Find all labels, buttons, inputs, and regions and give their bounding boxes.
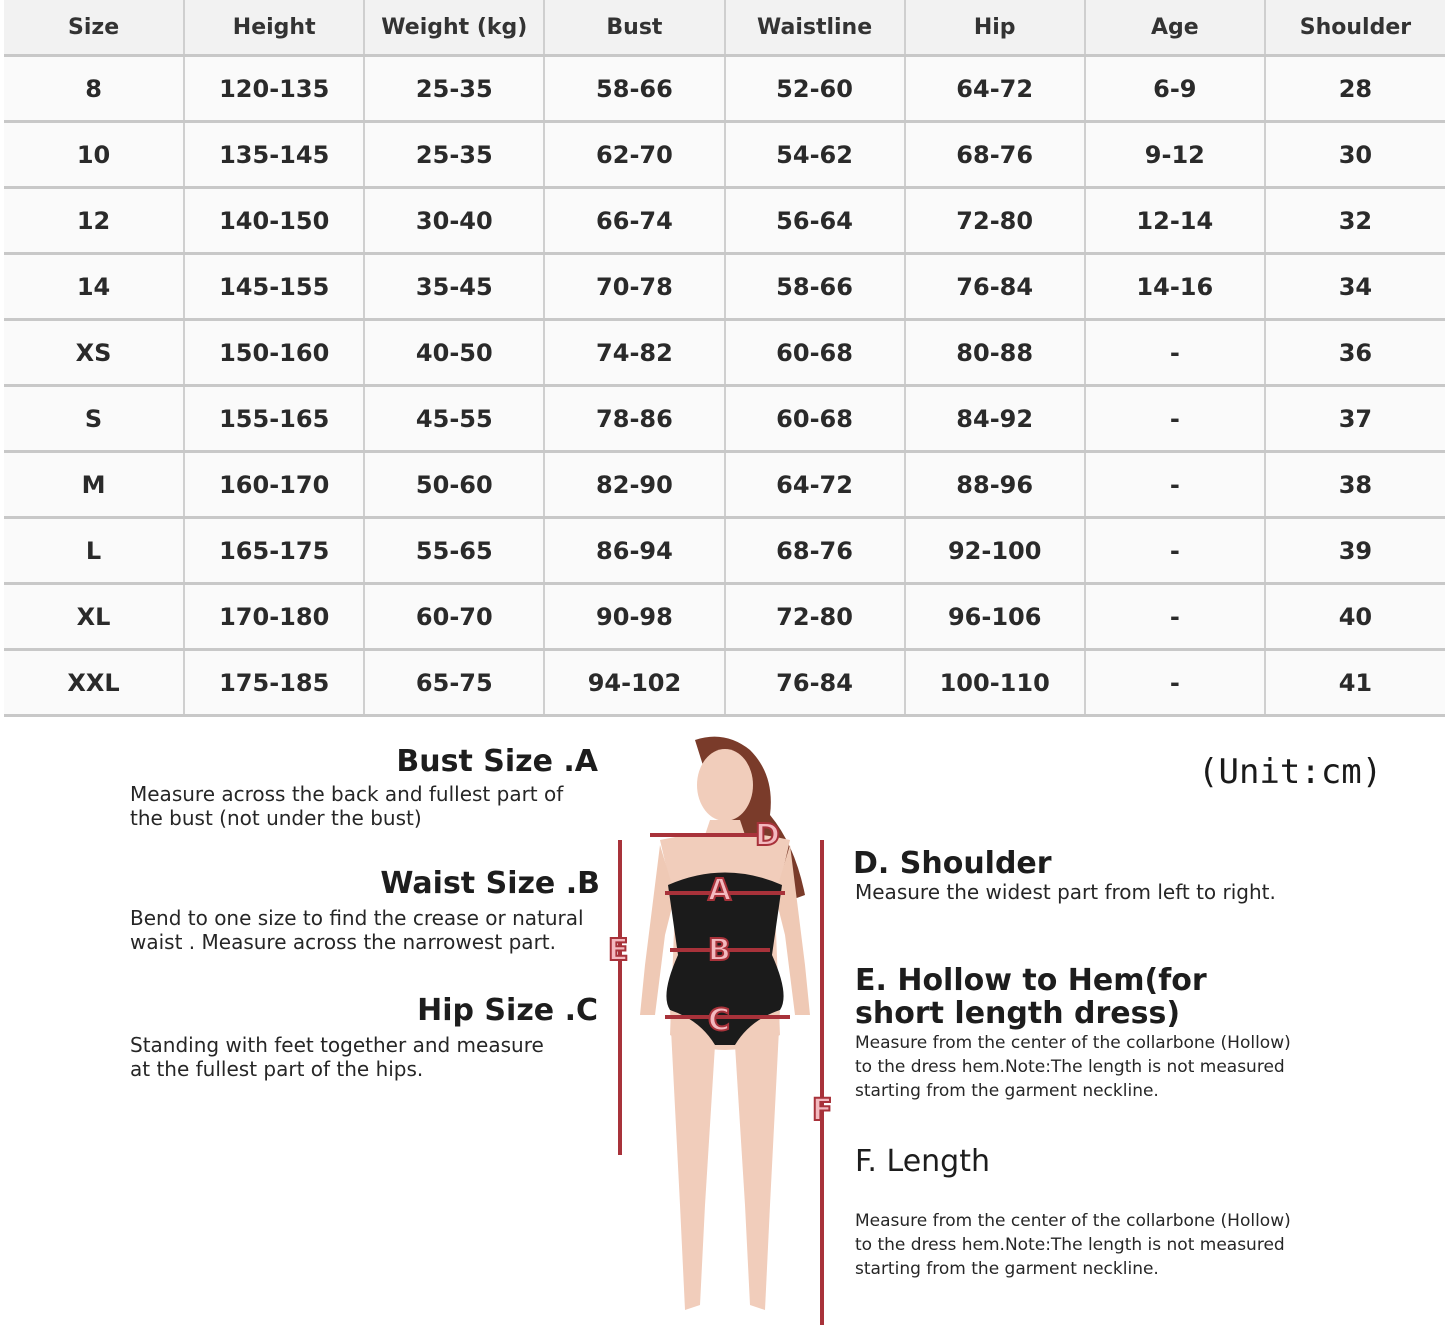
column-header: Shoulder bbox=[1265, 0, 1445, 56]
column-header: Size bbox=[4, 0, 184, 56]
hip-desc: Standing with feet together and measure at the fullest part of the hips. bbox=[130, 1033, 544, 1081]
table-cell: 60-70 bbox=[364, 584, 544, 650]
table-cell: L bbox=[4, 518, 184, 584]
label-d: D bbox=[755, 818, 780, 853]
table-cell: 37 bbox=[1265, 386, 1445, 452]
table-cell: - bbox=[1085, 518, 1265, 584]
table-cell: 39 bbox=[1265, 518, 1445, 584]
length-title: F. Length bbox=[855, 1144, 990, 1179]
table-cell: - bbox=[1085, 650, 1265, 716]
table-cell: 41 bbox=[1265, 650, 1445, 716]
table-cell: 14-16 bbox=[1085, 254, 1265, 320]
table-cell: 62-70 bbox=[544, 122, 724, 188]
table-cell: 25-35 bbox=[364, 56, 544, 122]
table-cell: 165-175 bbox=[184, 518, 364, 584]
table-cell: 40 bbox=[1265, 584, 1445, 650]
table-cell: 92-100 bbox=[905, 518, 1085, 584]
size-chart-table bbox=[4, 0, 1445, 717]
label-b: B bbox=[708, 933, 731, 968]
table-cell: 86-94 bbox=[544, 518, 724, 584]
table-cell: 40-50 bbox=[364, 320, 544, 386]
measurement-figure bbox=[600, 735, 850, 1332]
hollow-title: E. Hollow to Hem(for short length dress) bbox=[855, 963, 1207, 1031]
table-cell: 35-45 bbox=[364, 254, 544, 320]
shoulder-title: D. Shoulder bbox=[853, 846, 1052, 881]
table-cell: 135-145 bbox=[184, 122, 364, 188]
table-cell: 170-180 bbox=[184, 584, 364, 650]
table-cell: 72-80 bbox=[725, 584, 905, 650]
table-cell: 72-80 bbox=[905, 188, 1085, 254]
table-row bbox=[4, 452, 1445, 518]
column-header: Age bbox=[1085, 0, 1265, 56]
table-cell: 65-75 bbox=[364, 650, 544, 716]
label-e: E bbox=[608, 933, 629, 968]
table-cell: 45-55 bbox=[364, 386, 544, 452]
bust-title: Bust Size .A bbox=[396, 744, 598, 779]
unit-label: (Unit:cm) bbox=[1198, 752, 1383, 792]
column-header: Waistline bbox=[725, 0, 905, 56]
table-cell: 28 bbox=[1265, 56, 1445, 122]
table-cell: 140-150 bbox=[184, 188, 364, 254]
table-cell: 12 bbox=[4, 188, 184, 254]
table-cell: 76-84 bbox=[905, 254, 1085, 320]
table-cell: 12-14 bbox=[1085, 188, 1265, 254]
table-cell: - bbox=[1085, 320, 1265, 386]
table-cell: 64-72 bbox=[905, 56, 1085, 122]
table-cell: XXL bbox=[4, 650, 184, 716]
table-cell: 60-68 bbox=[725, 386, 905, 452]
table-cell: 60-68 bbox=[725, 320, 905, 386]
table-cell: 34 bbox=[1265, 254, 1445, 320]
table-row bbox=[4, 650, 1445, 716]
table-cell: 160-170 bbox=[184, 452, 364, 518]
label-f: F bbox=[812, 1093, 833, 1128]
column-header: Hip bbox=[905, 0, 1085, 56]
table-cell: - bbox=[1085, 386, 1265, 452]
table-row bbox=[4, 518, 1445, 584]
table-cell: 82-90 bbox=[544, 452, 724, 518]
table-cell: 68-76 bbox=[725, 518, 905, 584]
waist-title: Waist Size .B bbox=[380, 866, 600, 901]
table-cell: 70-78 bbox=[544, 254, 724, 320]
table-cell: 76-84 bbox=[725, 650, 905, 716]
table-cell: 55-65 bbox=[364, 518, 544, 584]
table-cell: 90-98 bbox=[544, 584, 724, 650]
table-cell: 52-60 bbox=[725, 56, 905, 122]
table-cell: 14 bbox=[4, 254, 184, 320]
table-row bbox=[4, 386, 1445, 452]
table-row bbox=[4, 122, 1445, 188]
table-cell: S bbox=[4, 386, 184, 452]
table-cell: 8 bbox=[4, 56, 184, 122]
table-cell: 58-66 bbox=[544, 56, 724, 122]
table-cell: - bbox=[1085, 584, 1265, 650]
table-cell: 9-12 bbox=[1085, 122, 1265, 188]
table-row bbox=[4, 254, 1445, 320]
table-cell: 58-66 bbox=[725, 254, 905, 320]
column-header: Weight (kg) bbox=[364, 0, 544, 56]
shoulder-desc: Measure the widest part from left to right. bbox=[855, 880, 1276, 904]
table-cell: 100-110 bbox=[905, 650, 1085, 716]
table-cell: 120-135 bbox=[184, 56, 364, 122]
table-cell: 78-86 bbox=[544, 386, 724, 452]
table-cell: 56-64 bbox=[725, 188, 905, 254]
table-cell: 6-9 bbox=[1085, 56, 1265, 122]
table-cell: 145-155 bbox=[184, 254, 364, 320]
table-cell: 25-35 bbox=[364, 122, 544, 188]
table-cell: 30-40 bbox=[364, 188, 544, 254]
table-cell: 66-74 bbox=[544, 188, 724, 254]
table-cell: 68-76 bbox=[905, 122, 1085, 188]
table-cell: 88-96 bbox=[905, 452, 1085, 518]
table-cell: 175-185 bbox=[184, 650, 364, 716]
table-cell: 96-106 bbox=[905, 584, 1085, 650]
hollow-desc: Measure from the center of the collarbone (Hollow) to the dress hem.Note:The length is not measured starting from the garment neckline. bbox=[855, 1033, 1291, 1101]
table-cell: 155-165 bbox=[184, 386, 364, 452]
table-cell: 30 bbox=[1265, 122, 1445, 188]
bust-desc: Measure across the back and fullest part of the bust (not under the bust) bbox=[130, 782, 564, 830]
table-cell: 74-82 bbox=[544, 320, 724, 386]
table-cell: 64-72 bbox=[725, 452, 905, 518]
table-cell: 80-88 bbox=[905, 320, 1085, 386]
length-desc: Measure from the center of the collarbone (Hollow) to the dress hem.Note:The length is not measured starting from the garment neckline. bbox=[855, 1211, 1291, 1279]
table-cell: 50-60 bbox=[364, 452, 544, 518]
table-cell: 32 bbox=[1265, 188, 1445, 254]
table-header-row bbox=[4, 0, 1445, 56]
table-row bbox=[4, 188, 1445, 254]
waist-desc: Bend to one size to find the crease or natural waist . Measure across the narrowest part. bbox=[130, 906, 584, 954]
table-cell: 38 bbox=[1265, 452, 1445, 518]
table-cell: - bbox=[1085, 452, 1265, 518]
table-cell: M bbox=[4, 452, 184, 518]
column-header: Height bbox=[184, 0, 364, 56]
table-row bbox=[4, 320, 1445, 386]
table-row bbox=[4, 584, 1445, 650]
table-cell: 84-92 bbox=[905, 386, 1085, 452]
table-row bbox=[4, 56, 1445, 122]
table-cell: XL bbox=[4, 584, 184, 650]
table-cell: 54-62 bbox=[725, 122, 905, 188]
hip-title: Hip Size .C bbox=[417, 993, 598, 1028]
column-header: Bust bbox=[544, 0, 724, 56]
table-cell: XS bbox=[4, 320, 184, 386]
table-cell: 36 bbox=[1265, 320, 1445, 386]
table-cell: 150-160 bbox=[184, 320, 364, 386]
table-cell: 94-102 bbox=[544, 650, 724, 716]
label-c: C bbox=[708, 1003, 731, 1038]
label-a: A bbox=[708, 873, 732, 908]
table-cell: 10 bbox=[4, 122, 184, 188]
